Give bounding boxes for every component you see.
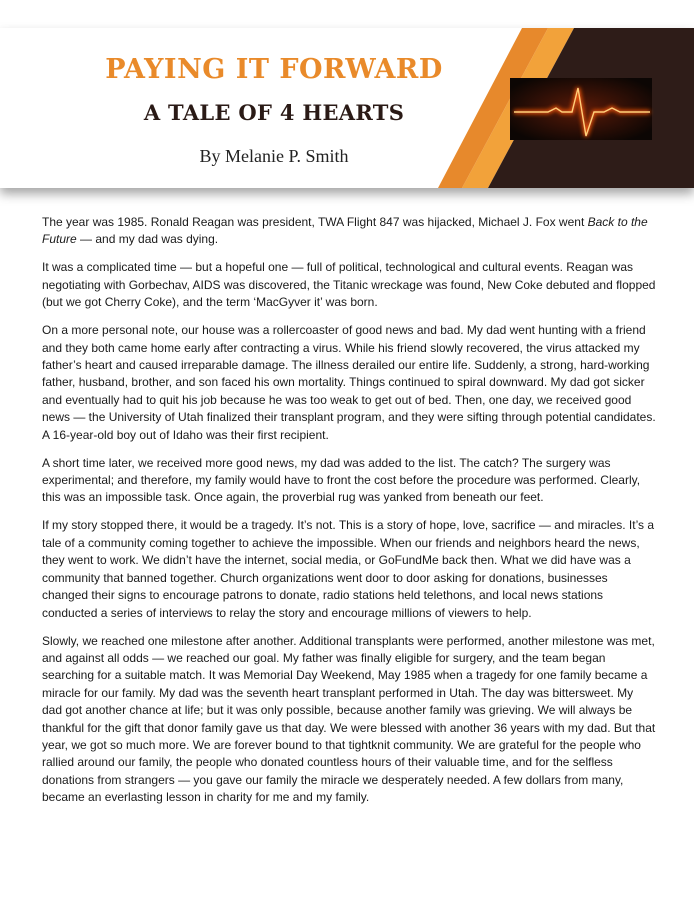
- article-body: [42, 214, 656, 817]
- paragraph-1: The year was 1985. Ronald Reagan was president, TWA Flight 847 was hijacked, Michael J. Fox went Back to the Future — and my dad was dying.: [42, 215, 648, 247]
- paragraph-6: Slowly, we reached one milestone after another. Additional transplants were performed, another milestone was met, and against all odds — we reached our goal. My father was finally eligible for surgery, and the team began searching for a suitable match. It was Memorial Day Weekend, May 1985 when a tragedy for one family became a miracle for our family. My dad was the seventh heart transplant performed in Utah. The day was bittersweet. My dad got another chance at life; but it was only possible, because another family was grieving. We will always be thankful for the gift that donor family gave us that day. We were blessed with another 36 years with my dad. But that year, we got so much more. We are forever bound to that tightknit community. We are grateful for the people who rallied around our family, the people who donated countless hours of their valuable time, and for the selfless donations from strangers — you gave our family the miracle we desperately needed. A few dollars from many, became an everlasting lesson in charity for me and my family.: [42, 633, 656, 805]
- movie-title: Back to the Future: [42, 215, 648, 247]
- paragraph-2: It was a complicated time — but a hopeful one — full of political, technological and cultural events. Reagan was negotiating with Gorbechav, AIDS was discovered, the Titanic wreckage was found, New Coke debuted and flopped (but we got Cherry Coke), and the term ‘MacGyver it’ was born.: [42, 260, 656, 310]
- paragraph-4: A short time later, we received more good news, my dad was added to the list. The catch? The surgery was experimental; and therefore, my family would have to front the cost before the procedure was performed. Clearly, this was an impossible task. Once again, the proverbial rug was yanked from beneath our feet.: [42, 455, 641, 505]
- header-banner: [0, 28, 694, 188]
- author-byline: By Melanie P. Smith: [199, 146, 349, 166]
- page-title: PAYING IT FORWARD: [105, 54, 443, 85]
- page-subtitle: A TALE OF 4 HEARTS: [143, 100, 405, 125]
- paragraph-3: On a more personal note, our house was a rollercoaster of good news and bad. My dad went hunting with a friend and they both came home early after contracting a virus. While his friend slowly recovered, the virus attacked my father’s heart and caused irreparable damage. The illness derailed our entire life. Suddenly, a strong, hard-working father, husband, brother, and son faced his own mortality. Things continued to spiral downward. My dad got sicker and eventually had to quit his job because he was too weak to get out of bed. Then, one day, we received good news — the University of Utah finalized their transplant program, and they were sifting through potential candidates. A 16-year-old boy out of Idaho was their first recipient.: [42, 323, 656, 442]
- paragraph-5: If my story stopped there, it would be a tragedy. It’s not. This is a story of hope, love, sacrifice — and miracles. It’s a tale of a community coming together to achieve the impossible. When our friends and neighbors heard the news, they went to work. We didn’t have the internet, social media, or GoFundMe back then. What we did have was a community that banned together. Church organizations went door to door asking for donations, businesses changed their signs to encourage patrons to donate, radio stations held telethons, and local news stations conducted a series of interviews to relay the story and encourage millions of viewers to help.: [42, 518, 655, 620]
